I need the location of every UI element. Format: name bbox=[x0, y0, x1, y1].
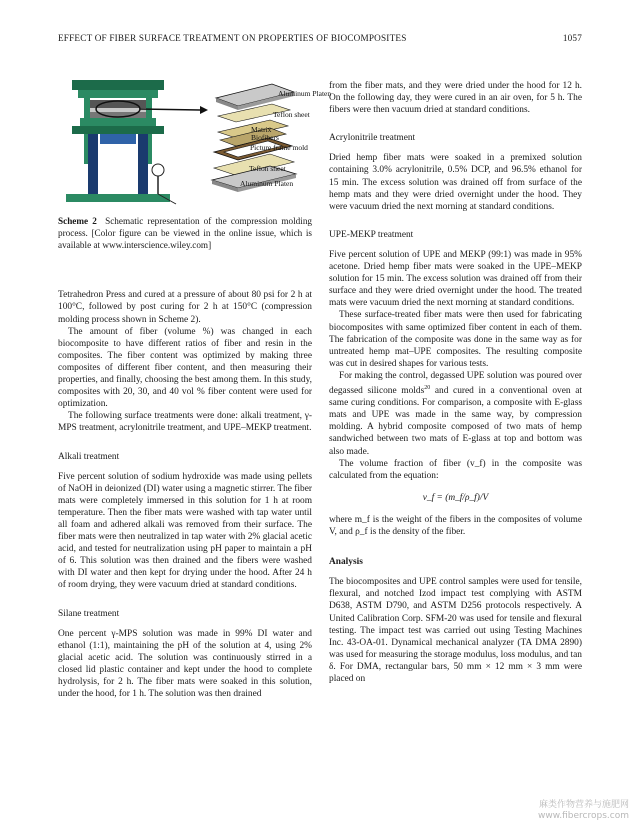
section-heading-silane: Silane treatment bbox=[58, 608, 120, 619]
paragraph: The volume fraction of fiber (v_f) in the composite was calculated from the equation: bbox=[329, 458, 582, 481]
paragraph: The biocomposites and UPE control samples were used for tensile, flexural, and notched Izod impact test complying with ASTM D638, ASTM D790, and ASTM D256 protocols respectively. A United Calibration Corp. SFM-20 was used for tensile and flexural testing. The impact test was carried out using Testing Machines Inc. 43-OA-01. Dynamical mechanical analyzer (TA DMA 2890) was used for measuring the storage modulus, loss modulus, and tan δ. For DMA, rectangular bars, 50 mm × 12 mm × 3 mm were placed on bbox=[329, 577, 582, 684]
label-biofibers: Biofibers bbox=[251, 133, 279, 142]
label-aluminum-platen-bottom: Aluminum Platen bbox=[240, 179, 294, 188]
press-illustration bbox=[66, 80, 176, 204]
paragraph: The amount of fiber (volume %) was changed in each biocomposite to have different ratios of fiber and resin in the composites. The fiber content was optimized by making three composites of different fiber content, and then measuring their properties, and finally, choosing the best among them. In this study, composites with 20, 30, and 40 vol % fiber content were used for optimization. bbox=[58, 326, 312, 410]
section-heading-upe-mekp: UPE-MEKP treatment bbox=[329, 229, 414, 240]
label-picture-frame-mold: Picture frame mold bbox=[250, 143, 308, 152]
caption-label: Scheme 2 bbox=[58, 216, 97, 226]
paragraph: The following surface treatments were done: alkali treatment, γ-MPS treatment, acrylonitrile treatment, and UPE–MEKP treatment. bbox=[58, 411, 312, 434]
section-heading-alkali: Alkali treatment bbox=[58, 451, 120, 462]
figure-caption bbox=[58, 216, 312, 251]
section-heading-analysis: Analysis bbox=[329, 557, 363, 568]
paragraph: One percent γ-MPS solution was made in 99% DI water and ethanol (1:1), maintaining the pH of the solution at 4, using 2% glacial acetic acid. The solution was continuously stirred in a closed lid plastic container and kept under the hood to complete hydrolysis, for 2 h. The fiber mats were soaked in this solution, under the hood, for 1 h. The solution was then drained bbox=[58, 628, 312, 700]
paragraph: Five percent solution of sodium hydroxide was made using pellets of NaOH in deionized (DI) water using a magnetic stirrer. The fiber mats were completely immersed in this solution for 1 h at room temperature. Then the fiber mats were washed with tap water until all foam and adhered alkali was removed from their surface. The fiber mats were then neutralized in tap water with 2% glacial acetic acid, and tested for neutralization using pH paper to maintain a pH of 6. This solution was then drained and the fibers were washed with DI water and then kept for drying under the hood. After 24 h of room drying, they were vacuum dried at standard conditions. bbox=[58, 471, 312, 591]
section-heading-acrylonitrile: Acrylonitrile treatment bbox=[329, 133, 416, 144]
paragraph: These surface-treated fiber mats were then used for fabricating biocomposites with same optimized fiber content in each of them. The fabrication of the composite was done in the same way as for untreated hemp mat–UPE composites. The resulting composite was cut in desired shapes for various tests. bbox=[329, 310, 582, 369]
paragraph: For making the control, degassed UPE solution was poured over degassed silicone molds$^{20}$ and cured in a conventional oven at same curing conditions. For comparison, a composite with E-glass mats and UPE was made in the same way, by compression molding. A hybrid composite composed of two mats of hemp sandwiched between two mats of E-glass at top and bottom was also made. bbox=[329, 370, 582, 457]
paragraph: Five percent solution of UPE and MEKP (99:1) was made in 95% acetone. Dried hemp fiber mats were soaked in the UPE–MEKP solution for 15 min. The excess solution was drained off from their surface and they were dried overnight under the hood. The treated mats were vacuum dried the next morning at standard conditions. bbox=[329, 249, 582, 309]
scheme-2-figure bbox=[58, 76, 332, 208]
left-column bbox=[58, 216, 312, 700]
running-header bbox=[58, 33, 582, 47]
label-teflon-bottom: Teflon sheet bbox=[249, 164, 286, 173]
paragraph: where m_f is the weight of the fibers in the composites of volume V, and ρ_f is the density of the fiber. bbox=[329, 514, 582, 538]
paragraph: Dried hemp fiber mats were soaked in a premixed solution containing 3.0% acrylonitrile, 0.5% DCP, and 96.5% ethanol for 15 min. The excess solution was drained off from surface of the hemp mats and they were dried overnight under the hood. They were vacuum dried the next morning at standard conditions. bbox=[329, 153, 582, 212]
paragraph: Tetrahedron Press and cured at a pressure of about 80 psi for 2 h at 100°C, followed by post curing for 2 h at 150°C (compression molding process shown in Scheme 2). bbox=[58, 290, 312, 325]
equation: v_f = (m_f/ρ_f)/V bbox=[422, 492, 489, 503]
right-column bbox=[329, 80, 582, 685]
watermark-line1: 麻类作物营养与施肥网 bbox=[538, 800, 629, 810]
label-aluminum-platen-top: Aluminum Platen bbox=[278, 89, 332, 98]
caption-text: Schematic representation of the compression molding process. [Color figure can be viewed in the online issue, which is available at www.interscience.wiley.com] bbox=[58, 216, 313, 250]
running-title: EFFECT OF FIBER SURFACE TREATMENT ON PROPERTIES OF BIOCOMPOSITES bbox=[58, 33, 407, 43]
watermark-line2: www.fibercrops.com bbox=[538, 811, 629, 821]
citation-ref: 20 bbox=[424, 384, 431, 391]
watermark bbox=[538, 800, 629, 822]
paragraph: from the fiber mats, and they were dried under the hood for 12 h. On the following day, they were cured in an air oven, for 5 h. The fibers were then vacuum dried at standard conditions. bbox=[329, 81, 582, 116]
page-number: 1057 bbox=[562, 33, 582, 43]
label-teflon-top: Teflon sheet bbox=[273, 110, 310, 119]
label-matrix: Matrix bbox=[251, 125, 272, 134]
